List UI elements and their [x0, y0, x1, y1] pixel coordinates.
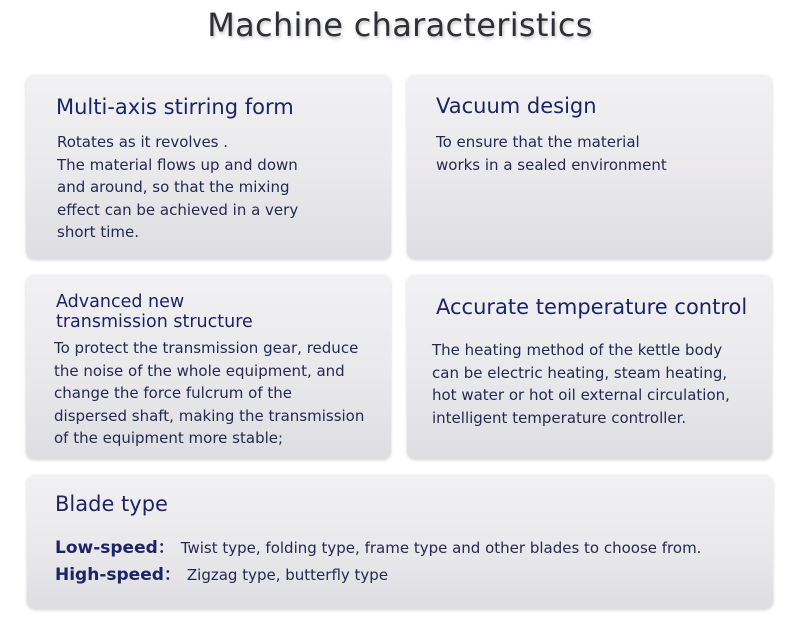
card-title: Advanced new transmission structure — [56, 292, 253, 332]
card-title: Vacuum design — [436, 94, 597, 118]
blade-value: Zigzag type, butterfly type — [186, 566, 389, 584]
card-title: Blade type — [55, 492, 168, 516]
blade-label: High-speed： — [55, 565, 181, 585]
card-title: Multi-axis stirring form — [56, 95, 294, 119]
page-title: Machine characteristics — [207, 6, 593, 44]
card-description: Rotates as it revolves . The material flows up and down and around, so that the mixing effect can be achieved in a very short time. — [57, 133, 299, 241]
card-description: To ensure that the material works in a sealed environment — [436, 133, 667, 174]
card-vacuum-design — [407, 75, 772, 259]
blade-label: Low-speed： — [55, 538, 175, 558]
card-transmission-structure — [26, 275, 391, 459]
card-multi-axis-stirring — [26, 75, 391, 259]
card-blade-type — [27, 475, 773, 609]
card-title: Accurate temperature control — [436, 295, 748, 319]
card-description: The heating method of the kettle body can be electric heating, steam heating, hot water or hot oil external circulation, intelligent temperature controller. — [432, 341, 730, 427]
blade-value: Twist type, folding type, frame type and other blades to choose from. — [180, 539, 702, 557]
card-description: To protect the transmission gear, reduce the noise of the whole equipment, and change the force fulcrum of the dispersed shaft, making the transmission of the equipment more stable; — [54, 339, 365, 447]
blade-row-high-speed — [55, 560, 388, 585]
blade-row-low-speed — [55, 533, 701, 558]
card-temperature-control — [407, 275, 772, 459]
